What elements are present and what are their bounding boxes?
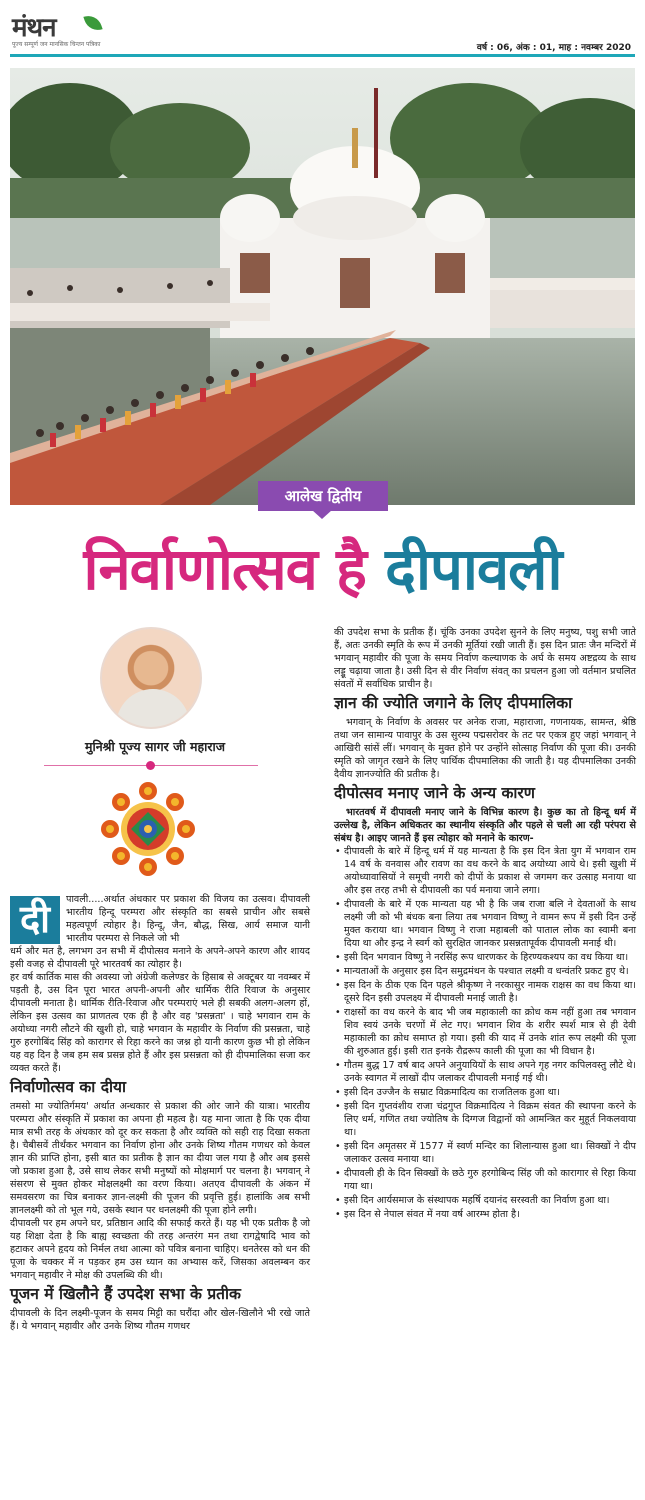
paragraph: दीपावली पर हम अपने घर, प्रतिष्ठान आदि की सफाई करते हैं। यह भी एक प्रतीक है जो यह शिक्षा देता है कि बाह्य स्वच्छता की तरह अन्तरंग मन तथा रागद्वेषादि भाव को हटाकर अपने हृदय को निर्मल तथा आत्मा को पवित्र बनाना चाहिए। धनतेरस को धन की पूजा के चक्कर में न पड़कर हम उस ध्यान का अभ्यास करें, जिसका अवलम्बन कर भगवान् महावीर ने मोक्ष की उपलब्धि की थी। <box>10 1218 310 1281</box>
intro-paragraph: पावली.....अर्थात अंधकार पर प्रकाश की विजय का उत्सव। दीपावली भारतीय हिन्दू परम्परा और संस्कृति का सबसे प्राचीन और सबसे महत्वपूर्ण त्योहार है। हिन्दू, जैन, बौद्ध, सिख, आर्य समाज यानी भारतीय परम्परा से निकले जो भी <box>66 894 310 944</box>
author-divider-dot <box>146 761 155 770</box>
column-1 <box>10 945 310 1333</box>
list-item: • इसी दिन गुप्तवंशीय राजा चंद्रगुप्त विक्रमादित्य ने विक्रम संवत की स्थापना करने के लिए धर्म, गणित तथा ज्योतिष के दिग्गज विद्वानों को आमन्त्रित कर मुहूर्त निकलवाया था। <box>334 1100 636 1139</box>
paragraph: की उपदेश सभा के प्रतीक हैं। चूंकि उनका उपदेश सुनने के लिए मनुष्य, पशु सभी जाते हैं, अतः उनकी स्मृति के रूप में उनकी मूर्तियां रखी जाती हैं। इस दिन प्रातः जैन मन्दिरों में भगवान् महावीर की पूजा के समय निर्वाण कल्याणक के अर्घ के समय अष्टद्रव्य के साथ लड्डू चढ़ाया जाता है। उसी दिन से वीर निर्वाण संवत् का प्रचलन हुआ जो वर्तमान प्रचलित संवतों में सर्वाधिक प्राचीन है। <box>334 627 636 690</box>
paragraph: धर्म और मत है, लगभग उन सभी में दीपोत्सव मनाने के अपने-अपने कारण और शायद इसी वजह से दीपावली पूरे भारतवर्ष का त्योहार है। <box>10 946 310 970</box>
list-item: • इसी दिन उज्जैन के सम्राट विक्रमादित्य का राजतिलक हुआ था। <box>334 1086 636 1099</box>
logo: मंथन <box>12 13 56 43</box>
author-robe <box>116 689 190 729</box>
subheading: निर्वाणोत्सव का दीया <box>10 1078 126 1096</box>
list-item: • इसी दिन आर्यसमाज के संस्थापक महर्षि दयानंद सरस्वती का निर्वाण हुआ था। <box>334 1194 636 1207</box>
paragraph: हर वर्ष कार्तिक मास की अवस्या जो अंग्रेजी कलेण्डर के हिसाब से अक्टूबर या नवम्बर में पड़ती है, उस दिन पूरा भारत अपनी-अपनी और धार्मिक रीति रिवाज के अनुसार दीपावली मनाता है। धार्मिक रीति-रिवाज और परम्पराएं भले ही सबकी अलग-अलग हों, लेकिन इस उत्सव का प्राणतत्व एक ही है और वह 'प्रसन्नता' । चाहे भगवान राम के अयोध्या नगरी लौटने की खुशी हो, चाहे भगवान के महावीर के निर्वाण की प्रसन्नता, चाहे गुरु हरगोबिंद सिंह को कारागर से रिहा करने का जश्न हो यानी कारण कुछ भी हो लेकिन यह वह दिन है जब हम सब प्रसन्न होते हैं और इस प्रसन्नता को ही दीपमालिका सजा कर व्यक्त करते हैं। <box>10 972 310 1074</box>
list-item: • दीपावली के बारे में एक मान्यता यह भी है कि जब राजा बलि ने देवताओं के साथ लक्ष्मी जी को भी बंधक बना लिया तब भगवान विष्णु ने वामन रूप में इसी दिन उन्हें मुक्त कराया था। भगवान विष्णु ने राजा महाबली को पाताल लोक का स्वामी बना दिया था और इन्द्र ने स्वर्ग को सुरक्षित जानकर प्रसन्नतापूर्वक दीपावली मनाई थी। <box>334 898 636 950</box>
section-tag-pointer <box>312 510 332 519</box>
leaf-icon <box>83 12 102 34</box>
headline-part-2: दीपावली <box>385 535 562 603</box>
list-item: • मान्यताओं के अनुसार इस दिन समुद्रमंथन के पश्चात लक्ष्मी व धन्वंतरि प्रकट हुए थे। <box>334 965 636 978</box>
issue-info: वर्ष : 06, अंक : 01, माह : नवम्बर 2020 <box>476 43 631 53</box>
list-item: • गौतम बुद्ध 17 वर्ष बाद अपने अनुयायियों के साथ अपने गृह नगर कपिलवस्तु लौटे थे। उनके स्वागत में लाखों दीप जलाकर दीपावली मनाई गई थी। <box>334 1059 636 1085</box>
tagline: पूज्य सम्पूर्ण जन मानसिक चिन्तन पत्रिका <box>12 41 101 48</box>
section-tag: आलेख द्वितीय <box>258 481 388 511</box>
list-item: • इस दिन के ठीक एक दिन पहले श्रीकृष्ण ने नरकासुर नामक राक्षस का वध किया था। दूसरे दिन इसी उपलक्ष्य में दीपावली मनाई जाती है। <box>334 979 636 1005</box>
paragraph: भगवान् के निर्वाण के अवसर पर अनेक राजा, महाराजा, गणनायक, सामन्त, श्रेष्ठि तथा जन सामान्य पावापुर के उस सुरम्य पद्मसरोवर के तट पर एकत्र हुए जहां भगवान् ने आखिरी सांसें लीं। भगवान् के मुक्त होने पर उन्होंने सोत्साह निर्वाण की पूजा की। उनकी स्मृति को जागृत रखने के लिए पार्थिक दीपमालिका की जाती है। यह दीपमालिका उनकी दैवीय ज्ञानज्योति की प्रतीक है। <box>334 717 636 780</box>
subheading: दीपोत्सव मनाए जाने के अन्य कारण <box>334 784 535 802</box>
reasons-list <box>334 845 636 1221</box>
headline-part-1: निर्वाणोत्सव है <box>83 535 366 603</box>
paragraph: तमसो मा ज्योतिर्गमय' अर्थात अन्धकार से प्रकाश की ओर जाने की यात्रा। भारतीय परम्परा और संस्कृति में प्रकाश का अपना ही महत्व है। यह माना जाता है कि एक दीया मात्र सभी तरह के अंधकार को दूर कर सकता है और व्यक्ति को सही राह दिखा सकता है। चैबीसवें तीर्थंकर भगवान का निर्वाण होना और उनके शिष्य गौतम गणधर को केवल ज्ञान की प्राप्ति होना, इसी बात का प्रतीक है ज्ञान का दीया जल गया है और अब इससे जो प्रकाश हुआ है, उसे साथ लेकर सभी मनुष्यों को मोक्षमार्ग पर चलना है। भगवान् ने संसरण से मुक्त होकर मोक्षलक्ष्मी का वरण किया। अतएव दीपावली के अंकन में समवसरण का चित्र बनाकर ज्ञान-लक्ष्मी की पूजन की प्रवृत्ति हुई। हालांकि अब सभी ज्ञानलक्ष्मी को तो भूल गये, उसके स्थान पर धनलक्ष्मी की पूजा होने लगी। <box>10 1101 310 1216</box>
author-avatar <box>100 627 202 729</box>
list-item: • राक्षसों का वध करने के बाद भी जब महाकाली का क्रोध कम नहीं हुआ तब भगवान शिव स्वयं उनके चरणों में लेट गए। भगवान शिव के शरीर स्पर्श मात्र से ही देवी महाकाली का क्रोध समाप्त हो गया। इसी की याद में उनके शांत रूप लक्ष्मी की पूजा की शुरुआत हुई। इसी रात इनके रौद्ररूप काली की पूजा का भी विधान है। <box>334 1006 636 1058</box>
temple-lake-photo <box>10 68 635 505</box>
header-divider <box>10 54 635 57</box>
list-item: • दीपावली के बारे में हिन्दू धर्म में यह मान्यता है कि इस दिन त्रेता युग में भगवान राम 14 वर्ष के वनवास और रावण का वध करने के बाद अयोध्या आये थे। इसी खुशी में अयोध्यावासियों ने समूची नगरी को दीपों के प्रकाश से जगमग कर उत्साह मनाया था और इस तरह तभी से दीपावली का पर्व मनाया जाने लगा। <box>334 845 636 897</box>
dropcap: दी <box>10 896 60 944</box>
list-item: • इसी दिन अमृतसर में 1577 में स्वर्ण मन्दिर का शिलान्यास हुआ था। सिक्खों ने दीप जलाकर उत्सव मनाया था। <box>334 1140 636 1166</box>
column-2 <box>334 626 636 1222</box>
headline <box>10 526 635 612</box>
list-item: • इस दिन से नेपाल संवत में नया वर्ष आरम्भ होता है। <box>334 1208 636 1221</box>
subheading: ज्ञान की ज्योति जगाने के लिए दीपमालिका <box>334 694 573 712</box>
rangoli-icon <box>98 779 198 879</box>
list-item: • दीपावली ही के दिन सिक्खों के छठे गुरु हरगोबिन्द सिंह जी को कारागार से रिहा किया गया था। <box>334 1167 636 1193</box>
lead-paragraph: भारतवर्ष में दीपावली मनाए जाने के विभिन्न कारण है। कुछ का तो हिन्दू धर्म में उल्लेख है, लेकिन अधिकतर का स्थानीय संस्कृति और पहले से चली आ रही परंपरा से संबंध है। आइए जानते हैं इस त्योहार को मनाने के कारण- <box>334 807 636 844</box>
list-item: • इसी दिन भगवान विष्णु ने नरसिंह रूप धारणकर के हिरण्यकश्यप का वध किया था। <box>334 951 636 964</box>
masthead <box>0 0 645 58</box>
subheading: पूजन में खिलौने हैं उपदेश सभा के प्रतीक <box>10 1285 241 1303</box>
paragraph: दीपावली के दिन लक्ष्मी-पूजन के समय मिट्टी का घरौंदा और खेल-खिलौने भी रखे जाते हैं। ये भगवान् महावीर और उनके शिष्य गौतम गणधर <box>10 1308 310 1332</box>
author-name: मुनिश्री पूज्य सागर जी महाराज <box>85 739 225 754</box>
